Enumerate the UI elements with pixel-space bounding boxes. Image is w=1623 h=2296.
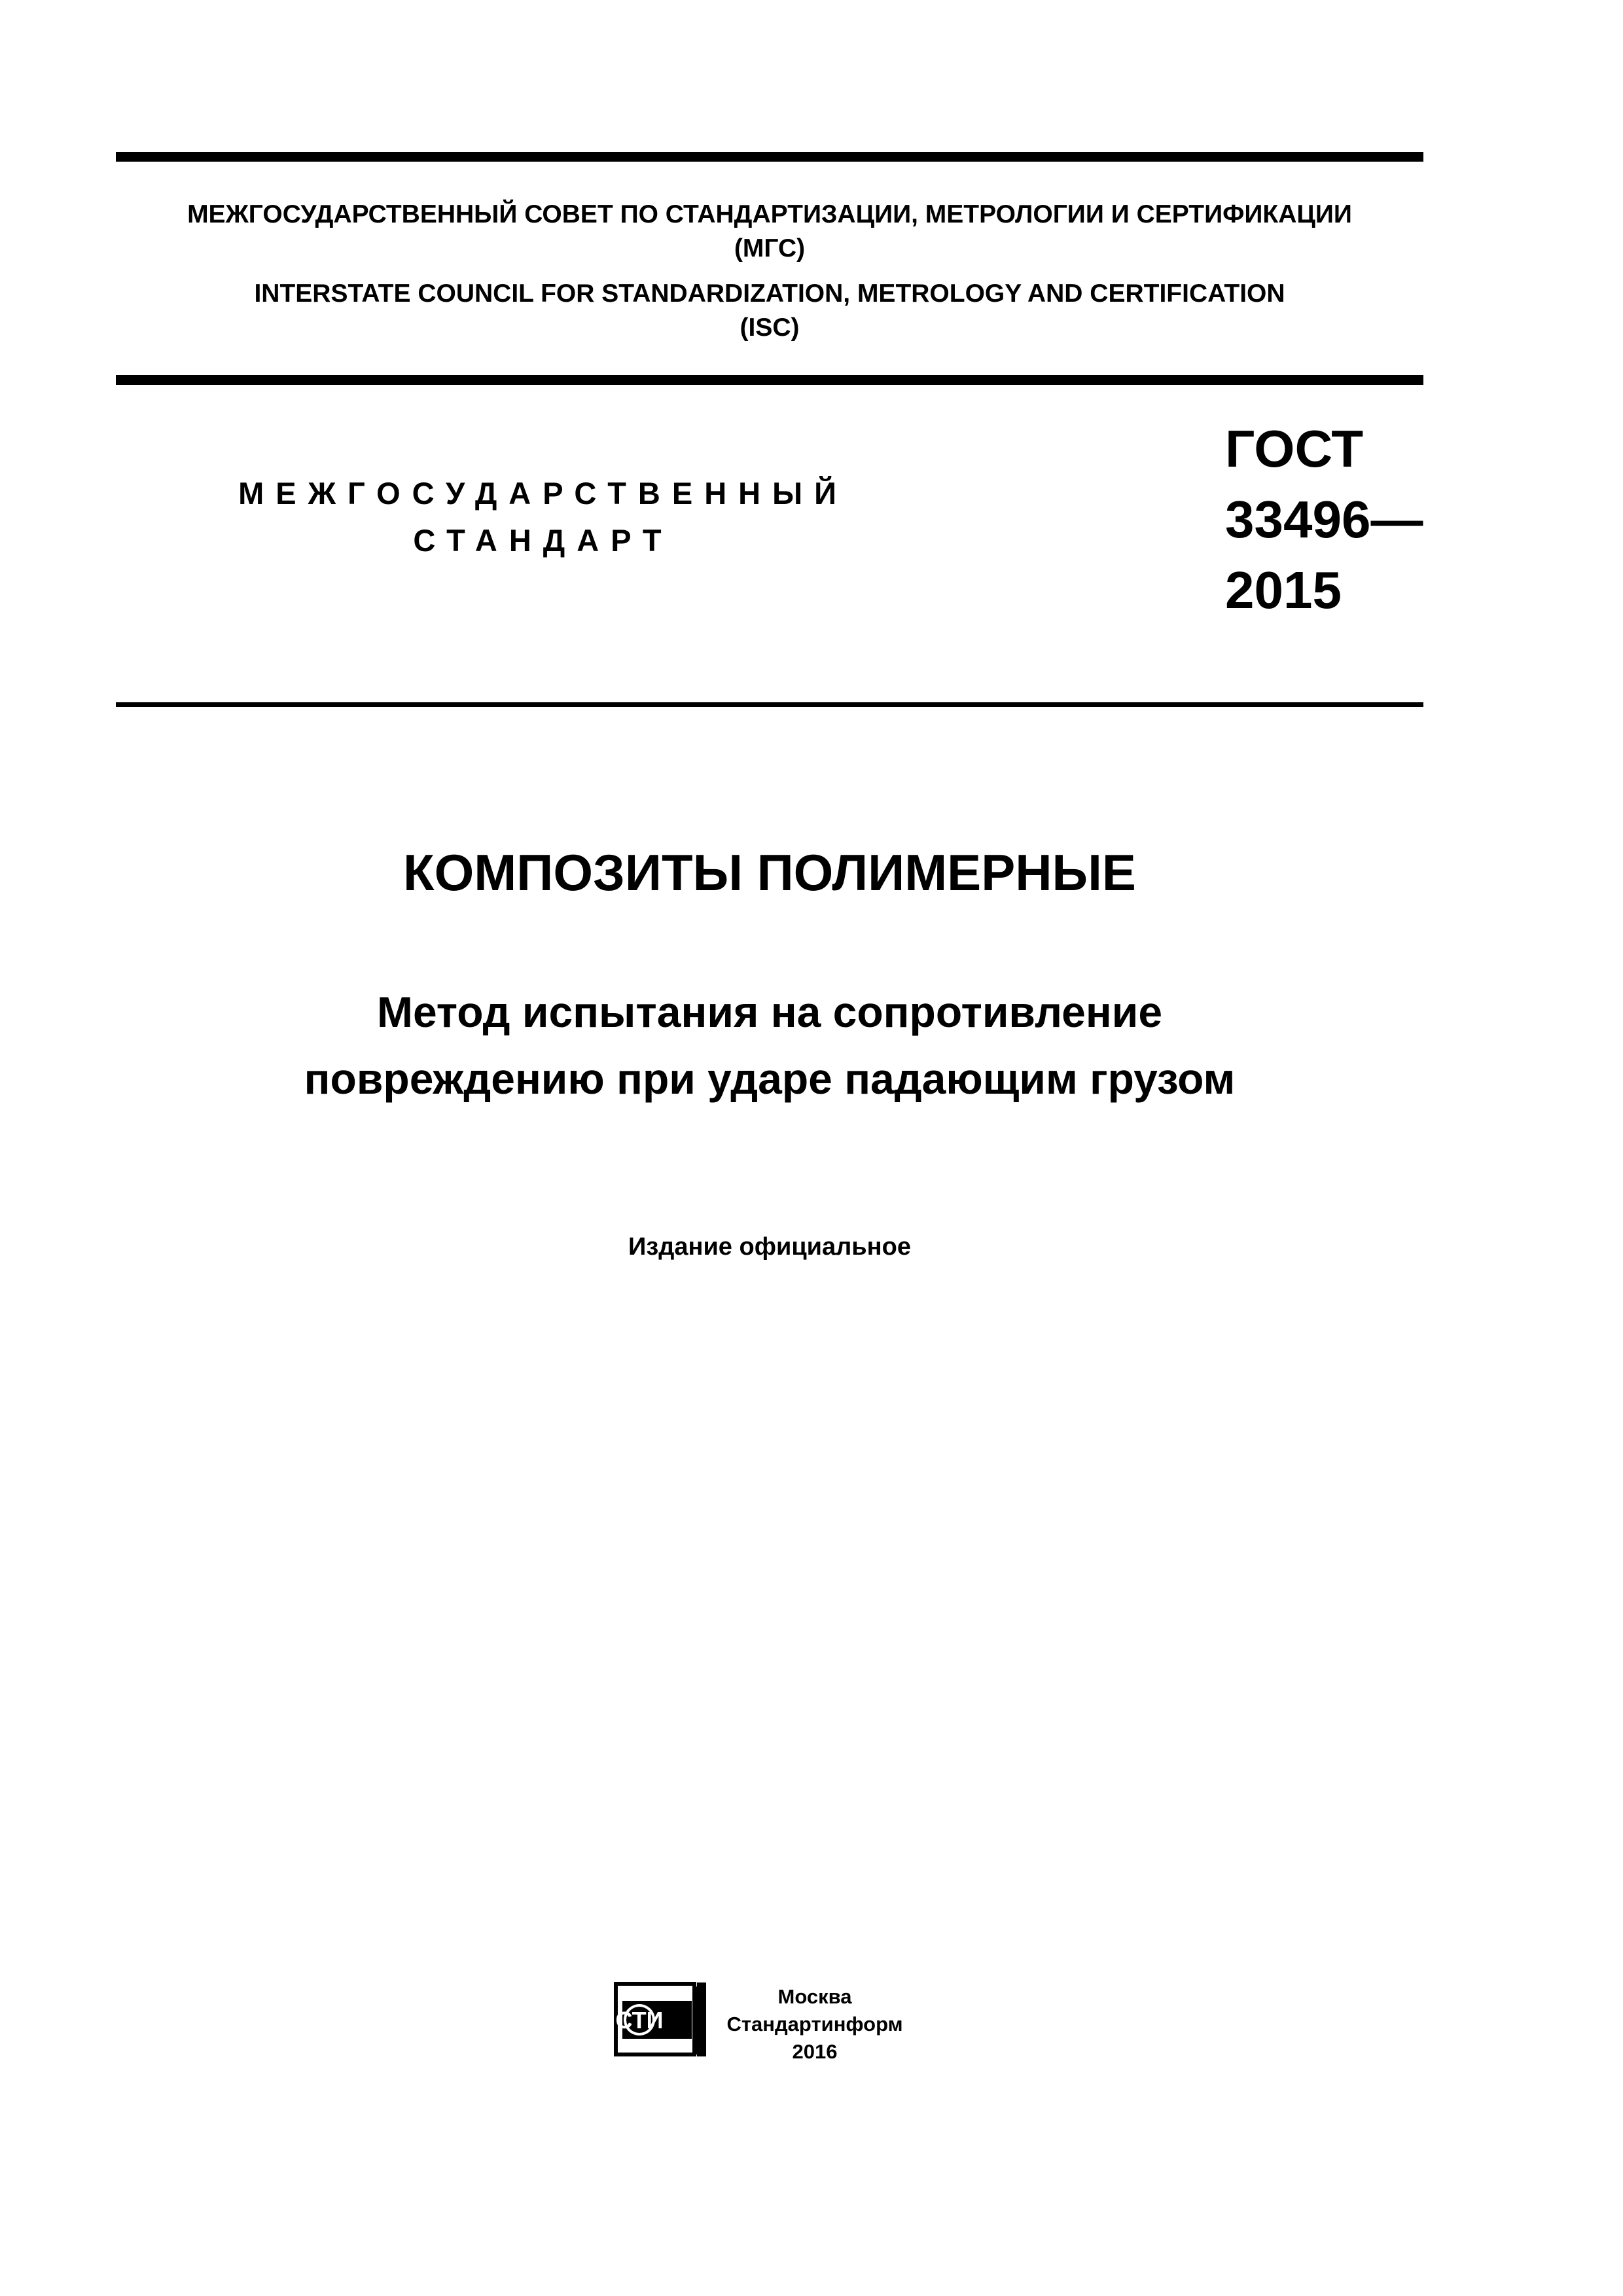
publisher-name: Стандартинформ — [726, 2013, 903, 2036]
publisher-year: 2016 — [792, 2040, 838, 2063]
subtitle-line1: Метод испытания на сопротивление — [376, 988, 1163, 1036]
bottom-rule — [116, 702, 1423, 707]
logo-text: СТИ — [615, 2007, 664, 2034]
standartinform-logo-icon — [613, 1981, 708, 2058]
council-ru-name: МЕЖГОСУДАРСТВЕННЫЙ СОВЕТ ПО СТАНДАРТИЗАЦИИ, МЕТРОЛОГИИ И СЕРТИФИКАЦИИ — [187, 200, 1352, 228]
standard-kind-line1: МЕЖГОСУДАРСТВЕННЫЙ — [238, 476, 848, 511]
publisher-city: Москва — [777, 1985, 852, 2008]
gost-year: 2015 — [1225, 561, 1342, 619]
council-ru-abbr: (МГС) — [734, 234, 806, 262]
middle-rule — [116, 375, 1423, 385]
council-en-name: INTERSTATE COUNCIL FOR STANDARDIZATION, METROLOGY AND CERTIFICATION — [254, 279, 1285, 308]
publisher-imprint — [717, 1983, 913, 2066]
gost-number: 33496— — [1225, 490, 1423, 548]
subtitle-line2: повреждению при ударе падающим грузом — [304, 1054, 1236, 1103]
top-rule — [116, 152, 1423, 162]
document-title: КОМПОЗИТЫ ПОЛИМЕРНЫЕ — [403, 844, 1136, 901]
council-ru-block — [116, 198, 1423, 266]
document-subtitle — [116, 978, 1423, 1112]
council-en-abbr: (ISC) — [740, 314, 800, 342]
gost-prefix: ГОСТ — [1225, 420, 1364, 478]
council-en-block — [116, 277, 1423, 345]
gost-designation — [1225, 414, 1423, 626]
edition-note: Издание официальное — [628, 1233, 911, 1261]
standard-kind-line2: СТАНДАРТ — [413, 523, 673, 558]
